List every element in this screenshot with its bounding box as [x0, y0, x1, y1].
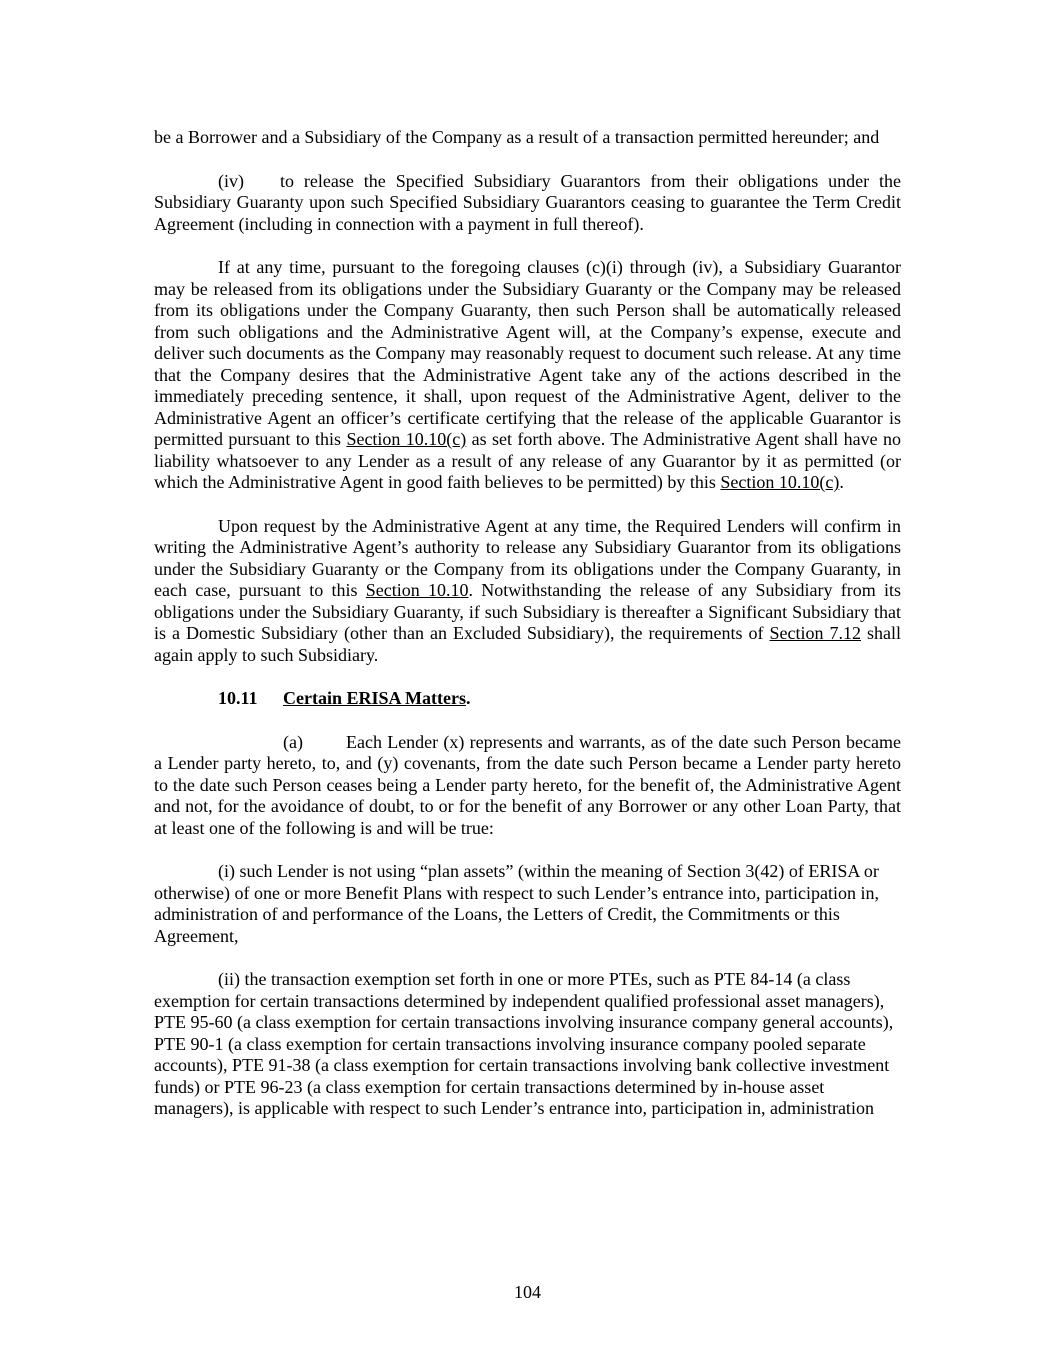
- paragraph-clause-i: (i) such Lender is not using “plan assets” (within the meaning of Section 3(42) of ERISA or otherwise) of one or more Benefit Plans with respect to such Lender’s entrance into, participation in, administration of and performance of the Loans, the Letters of Credit, the Commitments or this Agreement,: [154, 861, 879, 946]
- page-number: 104: [514, 1281, 541, 1302]
- confirm-text-3: shall again apply to such Subsidiary.: [154, 623, 902, 665]
- confirm-text-2: . Notwithstanding the release of any Subsidiary from its obligations under the Subsidiary Guaranty, if such Subsidiary is thereafter a Significant Subsidiary that is a Domestic Subsidiary (other than an Excluded Subsidiary), the requirements of: [154, 580, 901, 643]
- paragraph-continuation: be a Borrower and a Subsidiary of the Company as a result of a transaction permitted hereunder; and: [154, 127, 880, 147]
- section-title: Certain ERISA Matters: [283, 688, 466, 708]
- section-number: 10.11: [218, 688, 258, 708]
- clause-a-text: Each Lender (x) represents and warrants, as of the date such Person became a Lender party hereto, to, and (y) covenants, from the date such Person became a Lender party hereto to the date such Person ceases being a Lender party hereto, for the benefit of, the Administrative Agent and not, for the avoidance of doubt, to or for the benefit of any Borrower or any other Loan Party, that at least one of the following is and will be true:: [154, 731, 901, 838]
- release-text-2: as set forth above. The Administrative Agent shall have no liability whatsoever to any Lender as a result of any release of any Guarantor by it as permitted (or which the Administrative Agent in good faith believes to be permitted) by this: [154, 429, 902, 492]
- section-title-period: .: [465, 688, 471, 708]
- paragraph-confirm: [154, 516, 901, 667]
- paragraph-clause-a: [154, 732, 901, 840]
- paragraph-clause-iv: [154, 171, 901, 236]
- paragraph-clause-ii: (ii) the transaction exemption set forth in one or more PTEs, such as PTE 84-14 (a class exemption for certain transactions determined by independent qualified professional asset managers), PTE 95-60 (a class exemption for certain transactions involving insurance company general accounts), PTE 90-1 (a class exemption for certain transactions involving insurance company pooled separate accounts), PTE 91-38 (a class exemption for certain transactions involving bank collective investment funds) or PTE 96-23 (a class exemption for certain transactions determined by in-house asset managers), is applicable with respect to such Lender’s entrance into, participation in, administration: [154, 969, 894, 1118]
- paragraph-release: [154, 257, 901, 494]
- clause-iv-text: to release the Specified Subsidiary Guarantors from their obligations under the Subsidiary Guaranty upon such Specified Subsidiary Guarantors ceasing to guarantee the Term Credit Agreement (including in connection with a payment in full thereof).: [154, 170, 901, 234]
- section-heading-10-11: [218, 688, 901, 710]
- section-ref-10-10c-2: Section 10.10(c): [720, 472, 840, 492]
- clause-a-label: (a): [283, 731, 303, 752]
- release-text-3: .: [839, 472, 844, 492]
- release-text-1: If at any time, pursuant to the foregoing clauses (c)(i) through (iv), a Subsidiary Guarantor may be released from its obligations under the Subsidiary Guaranty or the Company may be released from its obligations under the Company Guaranty, then such Person shall be automatically released from such obligations and the Administrative Agent will, at the Company’s expense, execute and deliver such documents as the Company may reasonably request to document such release. At any time that the Company desires that the Administrative Agent take any of the actions described in the immediately preceding sentence, it shall, upon request of the Administrative Agent, deliver to the Administrative Agent an officer’s certificate certifying that the release of the applicable Guarantor is permitted pursuant to this: [154, 257, 901, 449]
- section-ref-10-10c: Section 10.10(c): [346, 429, 467, 449]
- clause-iv-label: (iv): [218, 170, 244, 191]
- section-ref-10-10: Section 10.10: [365, 580, 469, 600]
- confirm-text-1: Upon request by the Administrative Agent at any time, the Required Lenders will confirm in writing the Administrative Agent’s authority to release any Subsidiary Guarantor from its obligations under the Subsidiary Guaranty or the Company from its obligations under the Company Guaranty, in each case, pursuant to this: [154, 515, 901, 600]
- section-ref-7-12: Section 7.12: [769, 623, 861, 643]
